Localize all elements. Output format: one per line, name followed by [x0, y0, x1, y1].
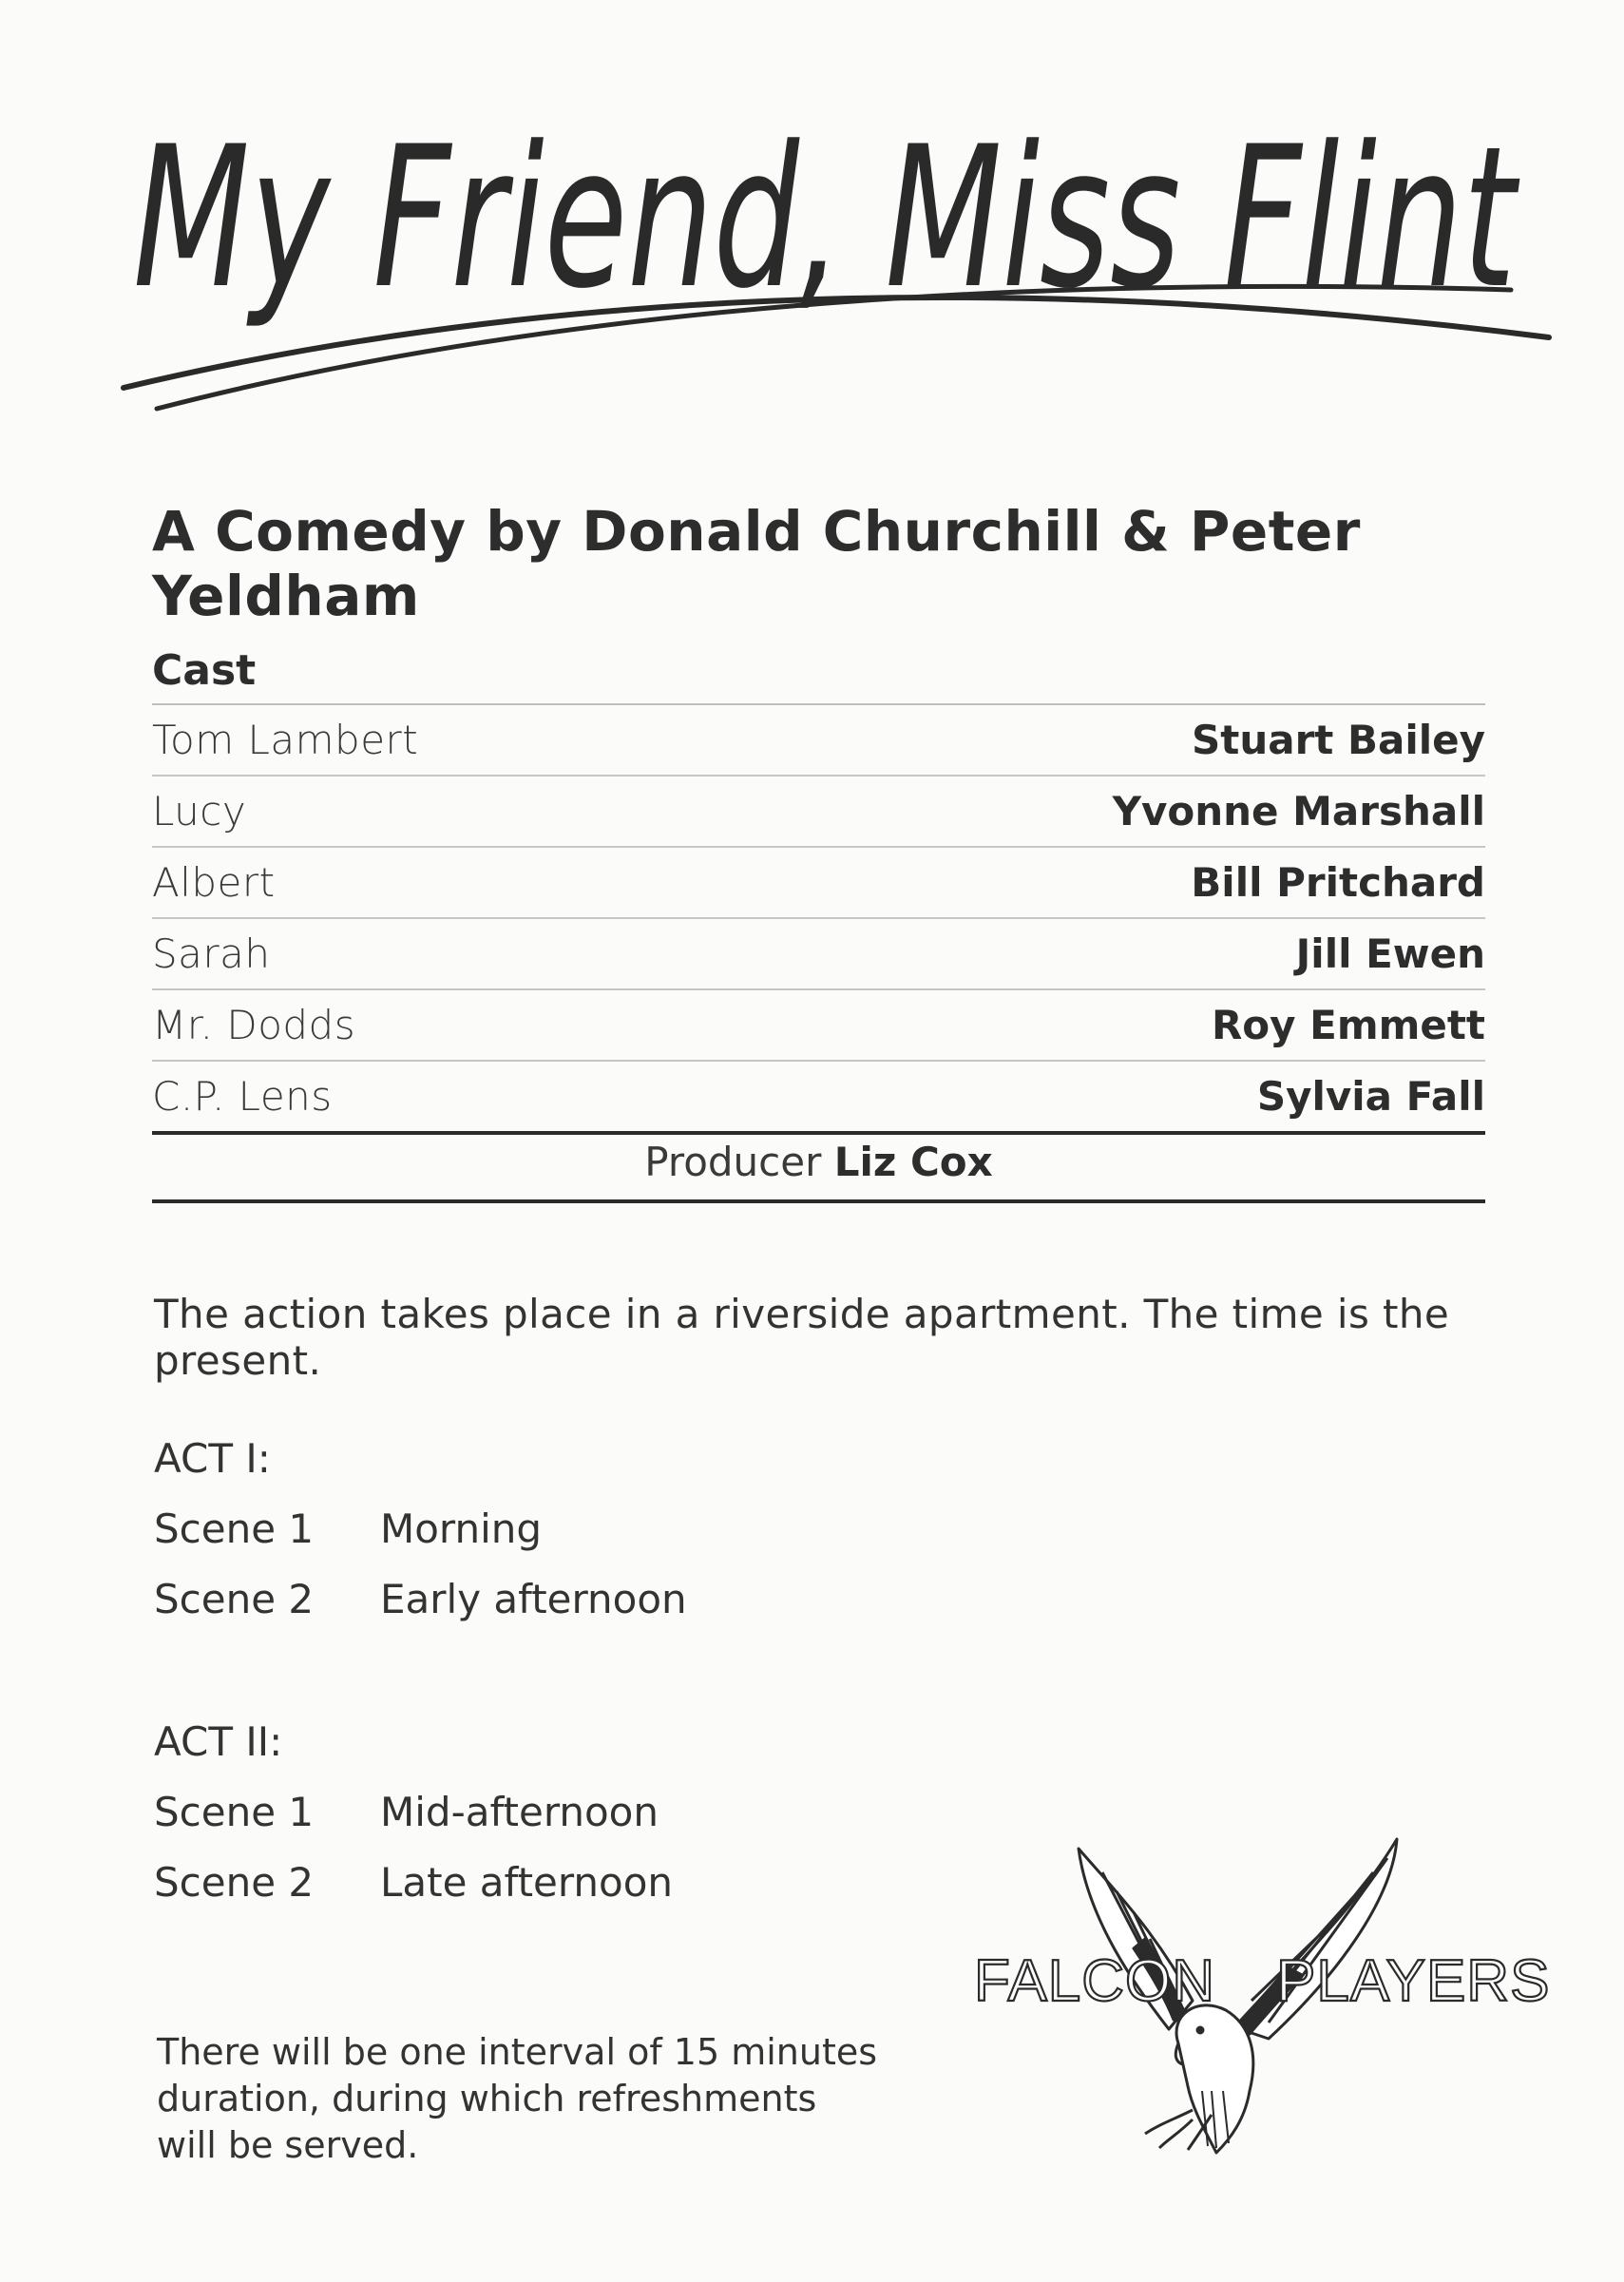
scene-time: Mid-afternoon: [380, 1789, 659, 1835]
role-name: Mr. Dodds: [152, 1002, 356, 1048]
play-title-text: My Friend, Miss Flint: [133, 105, 1520, 332]
act-block: [154, 1707, 673, 1918]
cast-row: [152, 777, 1485, 848]
actor-name: Bill Pritchard: [1191, 859, 1485, 906]
scene-time: Morning: [380, 1505, 543, 1552]
scene-number: Scene 1: [154, 1789, 315, 1835]
producer-credit: [152, 1133, 1485, 1203]
producer-name: Liz Cox: [833, 1139, 993, 1185]
role-name: Albert: [152, 859, 276, 906]
scene-row: [154, 1777, 673, 1848]
act-title: ACT II:: [154, 1718, 283, 1765]
cast-row: [152, 990, 1485, 1062]
actor-name: Jill Ewen: [1295, 930, 1485, 977]
scene-time: Early afternoon: [380, 1576, 687, 1622]
cast-list: [152, 639, 1485, 1135]
actor-name: Stuart Bailey: [1192, 717, 1485, 763]
scene-time: Late afternoon: [380, 1859, 674, 1906]
subtitle: A Comedy by Donald Churchill & Peter Yeldham: [152, 499, 1361, 628]
cast-row: [152, 919, 1485, 990]
falcon-players-logo: [974, 1806, 1551, 2167]
role-name: Lucy: [152, 788, 247, 834]
role-name: C.P. Lens: [152, 1073, 333, 1120]
scene-number: Scene 1: [154, 1505, 315, 1552]
logo-left-word: FALCON: [974, 1948, 1216, 2014]
role-name: Sarah: [152, 930, 271, 977]
scene-row: [154, 1564, 687, 1635]
actor-name: Roy Emmett: [1211, 1002, 1485, 1048]
scene-row: [154, 1848, 673, 1918]
cast-heading: Cast: [152, 639, 1485, 705]
act-block: [154, 1424, 687, 1635]
actor-name: Sylvia Fall: [1256, 1073, 1485, 1120]
scene-row: [154, 1494, 687, 1564]
producer-label: Producer: [644, 1139, 822, 1185]
cast-row: [152, 705, 1485, 777]
interval-note: There will be one interval of 15 minutes duration, during which refreshments will be served.: [157, 2031, 878, 2166]
scene-number: Scene 2: [154, 1859, 315, 1906]
setting-note: The action takes place in a riverside apartment. The time is the present.: [154, 1291, 1450, 1384]
role-name: Tom Lambert: [152, 717, 419, 763]
actor-name: Yvonne Marshall: [1112, 788, 1485, 834]
cast-row: [152, 848, 1485, 919]
logo-right-word: PLAYERS: [1276, 1948, 1551, 2014]
scene-number: Scene 2: [154, 1576, 315, 1622]
cast-row: [152, 1062, 1485, 1135]
play-title: [133, 105, 1539, 418]
act-title: ACT I:: [154, 1435, 271, 1482]
